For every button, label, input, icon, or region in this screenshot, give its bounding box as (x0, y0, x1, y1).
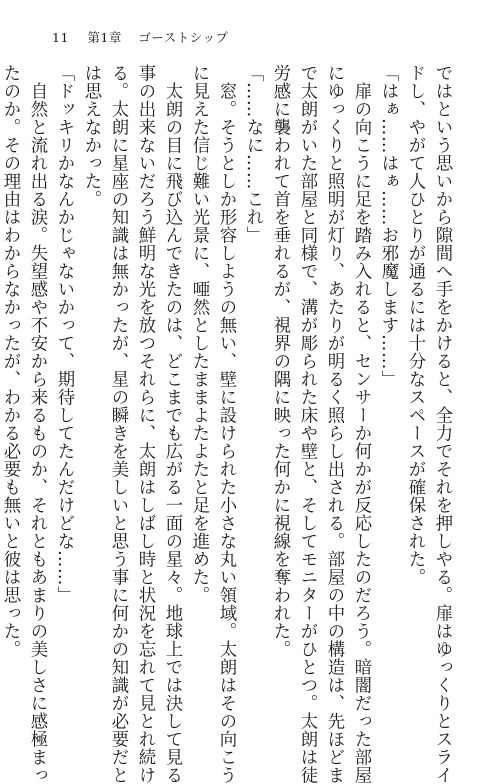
vertical-text-body (0, 64, 455, 784)
text-line: にゆっくりと照明が灯り、あたりが明るく照らし出される。部屋の中の構造は、先ほどま (324, 64, 344, 784)
text-line: る。太朗に星座の知識は無かったが、星の瞬きを美しいと思う事に何かの知識が必要だと (108, 64, 128, 784)
text-line: 「……なに……これ」 (243, 64, 263, 244)
text-line: ではという思いから隙間へ手をかけると、全力でそれを押しやる。扉はゆっくりとスライ (432, 64, 452, 784)
text-line: ドし、やがて人ひとりが通るには十分なスペースが確保された。 (405, 64, 425, 586)
text-line: 「はぁ……はぁ……お邪魔します……」 (378, 64, 398, 388)
text-line: たのか。その理由はわからなかったが、わかる必要も無いと彼は思った。 (0, 64, 20, 658)
chapter-label: 第1章 (87, 30, 122, 45)
chapter-title: ゴーストシップ (138, 30, 229, 45)
text-line: 扉の向こうに足を踏み入れると、センサーか何かが反応したのだろう。暗闇だった部屋 (351, 64, 371, 784)
running-header (52, 28, 228, 46)
text-line: 太朗の目に飛び込んできたのは、どこまでも広がる一面の星々。地球上では決して見る (162, 64, 182, 784)
text-line: 自然と流れ出る涙。失望感や不安から来るものか、それともあまりの美しさに感極まっ (27, 64, 47, 784)
text-line: は思えなかった。 (81, 64, 101, 208)
text-line: に見えた信じ難い光景に、唖然としたままよたよたと足を進めた。 (189, 64, 209, 604)
page-number: 11 (52, 30, 69, 45)
text-line: 労感に襲われて首を垂れるが、視界の隅に映った何かに視線を奪われた。 (270, 64, 290, 658)
text-line: で太朗がいた部屋と同様で、溝が彫られた床や壁と、そしてモニターがひとつ。太朗は徒 (297, 64, 317, 784)
text-line: 窓。そうとしか形容しようの無い、壁に設けられた小さな丸い領域。太朗はその向こう (216, 64, 236, 784)
text-line: 「ドッキリかなんかじゃないかって、期待してたんだけどな……」 (54, 64, 74, 604)
text-line: 事の出来ないだろう鮮明な光を放つそれらに、太朗はしばし時と状況を忘れて見とれ続け (135, 64, 155, 784)
